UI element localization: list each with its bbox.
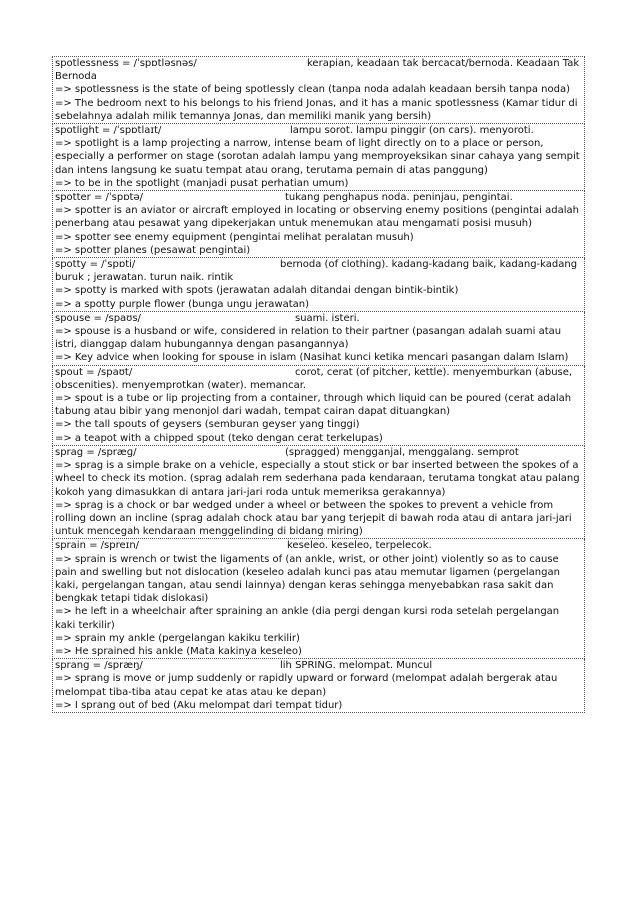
entry-line: => a spotty purple flower (bunga ungu jerawatan) (55, 298, 310, 310)
entry-headline (55, 366, 582, 392)
entry-sprag (52, 446, 585, 539)
entry-line: => sprain my ankle (pergelangan kakiku terkilir) (55, 632, 300, 644)
dictionary-page (52, 56, 585, 713)
entry-line: => the tall spouts of geysers (semburan geyser yang tinggi) (55, 419, 360, 431)
entry-word: spouse = /spaʊs/ (55, 312, 141, 324)
entry-headline (55, 124, 582, 137)
entry-headline (55, 446, 582, 459)
entry-line: => spouse is a husband or wife, considered in relation to their partner (pasangan adalah suami atau istri, dianggap dalam hubungannya dengan pasangannya) (55, 326, 562, 351)
entry-spotter (52, 191, 585, 258)
entry-spouse (52, 312, 585, 366)
entry-line: => spotlessness is the state of being spotlessly clean (tanpa noda adalah keadaan bersih tanpa noda) (55, 84, 570, 96)
entry-sprang (52, 659, 585, 713)
entry-line: => spotter planes (pesawat pengintai) (55, 244, 251, 256)
entry-gloss: bernoda (of clothing). kadang-kadang baik, kadang-kadang buruk ; jerawatan. turun naik. rintik (55, 259, 578, 284)
entry-line: => to be in the spotlight (manjadi pusat perhatian umum) (55, 177, 349, 189)
entry-line: => spout is a tube or lip projecting from a container, through which liquid can be poured (cerat adalah tabung atau bibir yang menonjol dari wadah, tempat cairan dapat dituangkan) (55, 393, 572, 418)
entry-word: sprang = /spræŋ/ (55, 660, 143, 672)
entry-sprain (52, 539, 585, 659)
entry-line: => He sprained his ankle (Mata kakinya keseleo) (55, 645, 302, 657)
entry-gloss: (spragged) mengganjal, menggalang. semprot (285, 446, 519, 458)
entry-gloss: kerapian, keadaan tak bercacat/bernoda. Keadaan Tak Bernoda (55, 58, 580, 83)
entry-line: => sprain is wrench or twist the ligaments of (an ankle, wrist, or other joint) violently so as to cause pain and swelling but not dislocation (keseleo adalah kunci pas atau memutar ligamen (pergelangan kaki, pergelangan tangan, atau sendi lainnya) dengan keras sehingga menyebabkan rasa sakit dan bengkak tetapi tidak dislokasi) (55, 553, 560, 605)
entry-line: => spotter see enemy equipment (pengintai melihat peralatan musuh) (55, 231, 414, 243)
entry-word: sprain = /spreɪn/ (55, 540, 140, 552)
entry-line: => sprag is a chock or bar wedged under a wheel or between the spokes to prevent a vehicle from rolling down an incline (sprag adalah chock atau bar yang terjepit di bawah roda atau di antara jari-jari untuk mencegah kendaraan menggelinding di bidang miring) (55, 499, 572, 538)
entry-gloss: lih SPRING. melompat. Muncul (280, 660, 433, 672)
entry-line: => The bedroom next to his belongs to his friend Jonas, and it has a manic spotlessness (Kamar tidur di sebelahnya adalah milik temannya Jonas, dan memiliki manik yang bersih) (55, 97, 578, 122)
entry-gloss: keseleo. keseleo, terpelecok. (287, 540, 432, 552)
entry-headline (55, 539, 582, 552)
entry-spotlessness (52, 56, 585, 124)
entry-word: spotty = /ˈspɒti/ (55, 259, 136, 271)
entry-word: spout = /spaʊt/ (55, 366, 133, 378)
entry-headline (55, 659, 582, 672)
entry-word: spotlessness = /ˈspɒtləsnəs/ (55, 58, 197, 69)
entry-line: => Key advice when looking for spouse in islam (Nasihat kunci ketika mencari pasangan dalam Islam) (55, 352, 569, 364)
entry-gloss: suami. isteri. (295, 312, 360, 324)
entry-line: => a teapot with a chipped spout (teko dengan cerat terkelupas) (55, 432, 383, 444)
entry-line: => sprang is move or jump suddenly or rapidly upward or forward (melompat adalah bergerak atau melompat tiba-tiba atau cepat ke atas atau ke depan) (55, 673, 558, 698)
entry-line: => spotter is an aviator or aircraft employed in locating or observing enemy positions (pengintai adalah penerbang atau pesawat yang dipekerjakan untuk menemukan atau mengamati posisi musuh) (55, 205, 579, 230)
entry-spout (52, 366, 585, 446)
entry-gloss: corot, cerat (of pitcher, kettle). menyemburkan (abuse, obscenities). menyemprotkan (water). memancar. (55, 366, 573, 391)
entry-spotty (52, 258, 585, 312)
entry-word: spotlight = /ˈspɒtlaɪt/ (55, 125, 162, 137)
entry-headline (55, 312, 582, 325)
entry-line: => I sprang out of bed (Aku melompat dari tempat tidur) (55, 699, 343, 711)
entry-word: sprag = /spræɡ/ (55, 446, 137, 458)
entry-headline (55, 258, 582, 284)
entry-line: => sprag is a simple brake on a vehicle, especially a stout stick or bar inserted between the spokes of a wheel to check its motion. (sprag adalah rem sederhana pada kendaraan, terutama tongkat atau palang kokoh yang dimasukkan di antara jari-jari roda untuk memeriksa gerakannya) (55, 460, 580, 498)
entry-line: => spotlight is a lamp projecting a narrow, intense beam of light directly on to a place or person, especially a performer on stage (sorotan adalah lampu yang memproyeksikan sinar cahaya yang sempit dan intens langsung ke suatu tempat atau orang, terutama pemain di atas panggung) (55, 138, 580, 176)
entry-line: => spotty is marked with spots (jerawatan adalah ditandai dengan bintik-bintik) (55, 285, 459, 297)
entry-headline (55, 57, 582, 83)
entry-gloss: lampu sorot. lampu pinggir (on cars). menyoroti. (290, 125, 534, 137)
entry-word: spotter = /ˈspɒtə/ (55, 192, 143, 204)
entry-gloss: tukang penghapus noda. peninjau, pengintai. (285, 192, 513, 204)
entry-headline (55, 191, 582, 204)
entry-spotlight (52, 124, 585, 191)
entry-line: => he left in a wheelchair after spraining an ankle (dia pergi dengan kursi roda setelah pergelangan kaki terkilir) (55, 606, 560, 631)
